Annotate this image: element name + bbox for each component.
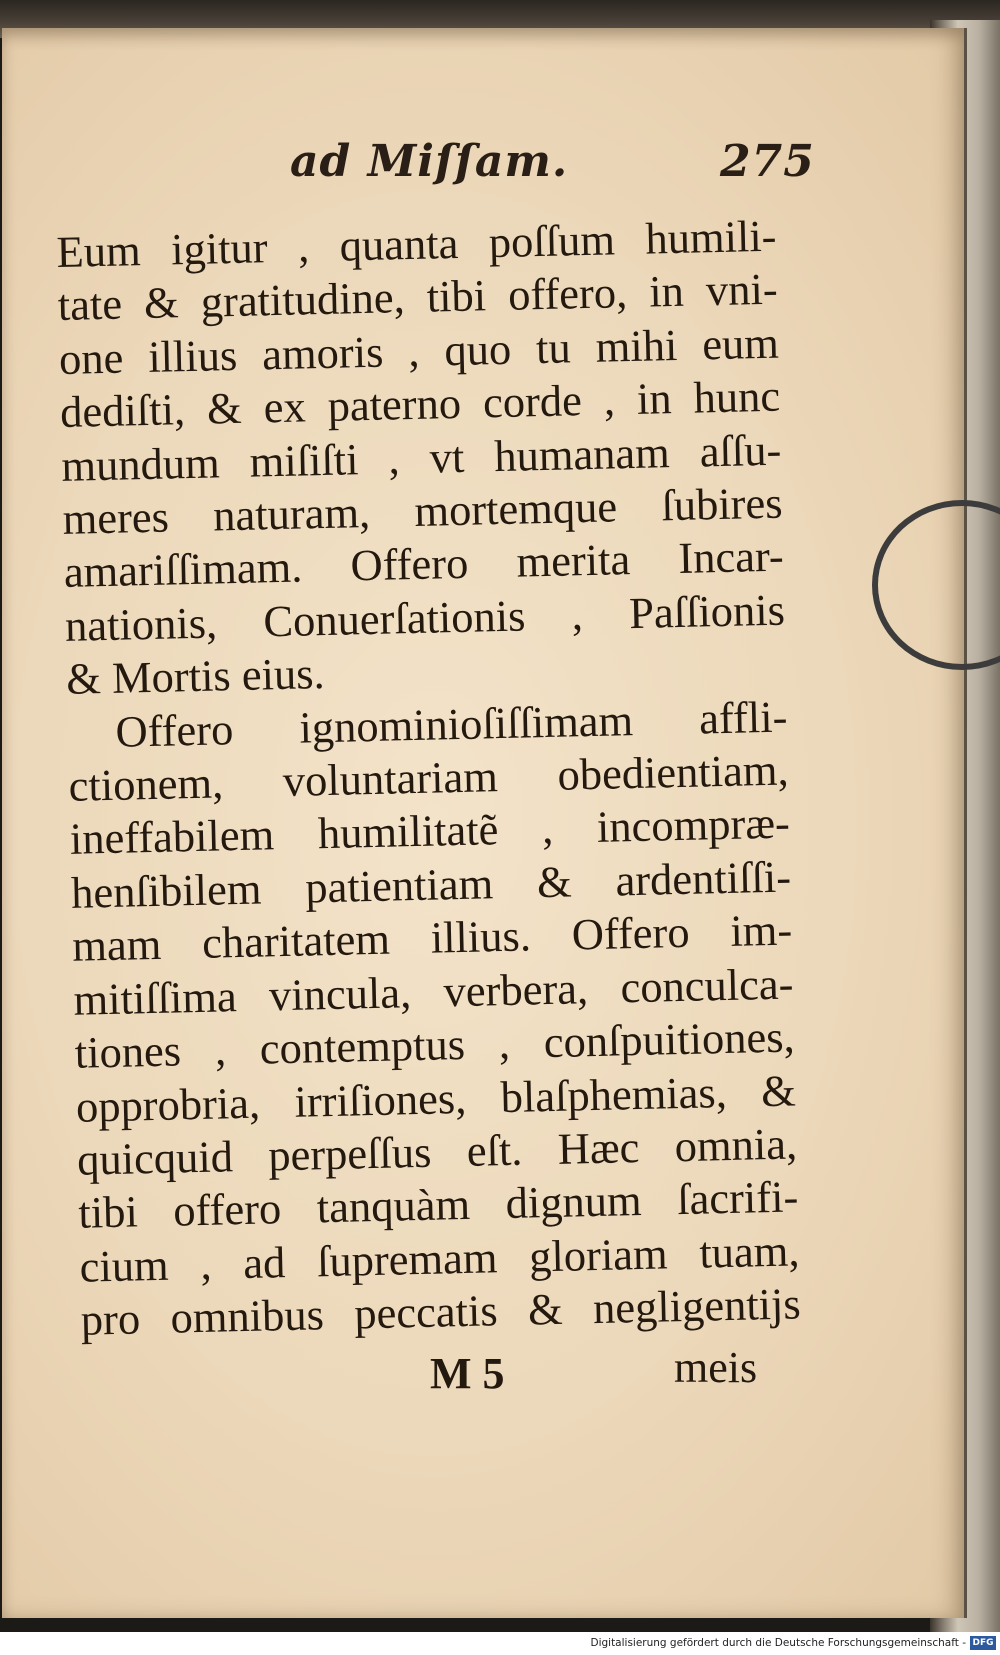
text-line: cium , ad ſupremam gloriam tuam, — [79, 1225, 800, 1292]
signature-mark: M 5 — [430, 1349, 505, 1398]
text-line: Eum igitur , quanta poſſum humili- — [56, 210, 777, 277]
dfg-logo: DFG — [970, 1636, 996, 1650]
text-line: tate & gratitudine, tibi offero, in vni- — [57, 264, 779, 331]
text-line: ineffabilem humilitatẽ , incompræ- — [69, 797, 791, 865]
text-line: mam charitatem illius. Offero im- — [71, 904, 793, 972]
digitization-credit — [0, 1632, 1000, 1655]
text-line: mitiſſima vincula, verbera, conculca- — [72, 958, 794, 1025]
text-line: nationis, Conuerſationis , Paſſionis — [64, 584, 786, 651]
text-line: one illius amoris , quo tu mihi eum — [58, 317, 780, 384]
text-line: henſibilem patientiam & ardentiſſi- — [70, 851, 792, 918]
page-number: 275 — [720, 136, 815, 187]
text-line: & Mortis eius. — [65, 648, 326, 705]
text-line: amariſſimam. Offero merita Incar- — [63, 531, 785, 598]
body-text — [56, 210, 801, 1348]
text-line: tiones , contemptus , conſpuitiones, — [74, 1011, 796, 1078]
text-line: opprobria, irriſiones, blaſphemias, & — [75, 1064, 797, 1132]
text-line: quicquid perpeſſus eſt. Hæc omnia, — [76, 1118, 798, 1185]
text-line: Offero ignominioſiſſimam affli- — [114, 691, 788, 757]
catchword: meis — [674, 1343, 758, 1392]
text-line: ctionem, voluntariam obedientiam, — [68, 744, 790, 811]
credit-text: Digitalisierung gefördert durch die Deutsche Forschungsgemeinschaft - — [590, 1637, 966, 1649]
text-line: meres naturam, mortemque ſubires — [62, 477, 784, 544]
text-line: pro omnibus peccatis & negligentijs — [80, 1278, 802, 1345]
text-line: mundum miſiſti , vt humanam aſſu- — [60, 424, 782, 491]
book-page — [2, 28, 967, 1618]
text-line: dediſti, & ex paterno corde , in hunc — [59, 370, 781, 438]
text-line: tibi offero tanquàm dignum ſacrifi- — [77, 1171, 799, 1239]
running-head-title: ad Miſſam. — [290, 136, 569, 187]
